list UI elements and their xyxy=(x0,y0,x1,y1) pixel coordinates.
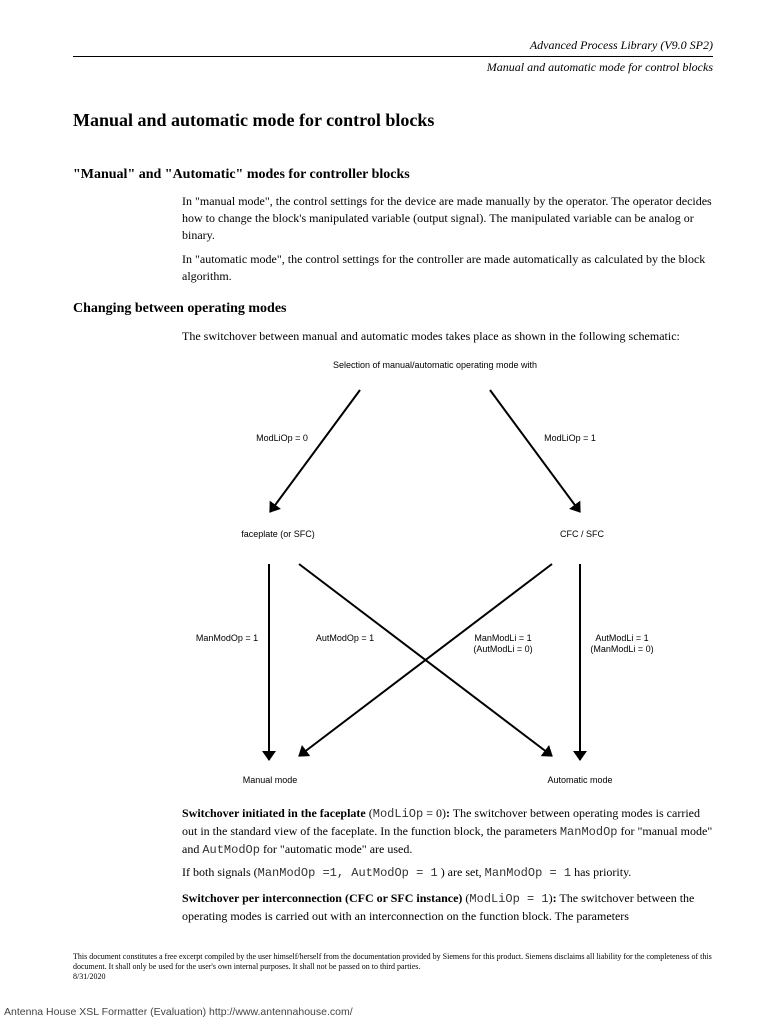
switchover-interconnection-text-1: The switchover between the operating modes is carried out with an interconnection on the function block. The parameters xyxy=(182,891,695,923)
paren-rest: = 0) xyxy=(423,806,446,820)
footer-date: 8/31/2020 xyxy=(73,972,106,981)
page-title: Manual and automatic mode for control blocks xyxy=(73,110,435,130)
node-faceplate: faceplate (or SFC) xyxy=(241,529,315,539)
code-manmodop: ManModOp xyxy=(559,825,618,839)
changing-paragraph: The switchover between manual and automatic modes takes place as shown in the following schematic: xyxy=(182,329,680,343)
mode-switch-diagram xyxy=(182,350,714,800)
label-autmodli-1: AutModLi = 1 xyxy=(595,633,649,643)
label-modliop-1: ModLiOp = 1 xyxy=(544,433,596,443)
footer-disclaimer: This document constitutes a free excerpt compiled by the user himself/herself from the documentation provided by Siemens for this product. Siemens disclaims all liability for the completeness of this document. It shall only be used for the user's own internal purposes. It shall not be passed on to third parties. xyxy=(73,952,712,971)
switchover-interconnection-paragraph xyxy=(182,890,714,925)
code-both-signals: ManModOp =1, AutModOp = 1 xyxy=(257,866,438,880)
footer xyxy=(73,952,715,982)
paren-close-2: ) xyxy=(548,891,553,905)
header-rule xyxy=(73,56,713,57)
paren-open-2: ( xyxy=(462,891,470,905)
code-modliop-1: ModLiOp = 1 xyxy=(469,892,549,906)
colon-2: : xyxy=(552,891,557,905)
switchover-faceplate-text-2: for "manual mode" and xyxy=(182,824,713,856)
both-signals-text-1: If both signals ( xyxy=(182,865,258,879)
node-manual-mode: Manual mode xyxy=(242,775,298,785)
arrow-to-cfc-sfc xyxy=(490,390,580,512)
switchover-faceplate-text-1: The switchover between operating modes is carried out in the standard view of the faceplate. In the function block, the parameters xyxy=(182,806,700,838)
node-cfc-sfc: CFC / SFC xyxy=(560,529,604,539)
paren-open: ( xyxy=(365,806,373,820)
switchover-faceplate-text-3: for "automatic mode" are used. xyxy=(259,842,413,856)
header-library-title: Advanced Process Library (V9.0 SP2) xyxy=(529,38,713,52)
modes-heading: "Manual" and "Automatic" modes for controller blocks xyxy=(73,167,410,182)
modes-paragraph-2: In "automatic mode", the control settings for the controller are made automatically as calculated by the block algorithm. xyxy=(182,252,706,283)
both-signals-text-2: ) are set, xyxy=(437,865,485,879)
switchover-interconnection-term: Switchover per interconnection (CFC or SFC instance) xyxy=(182,891,463,905)
colon: : xyxy=(445,806,450,820)
label-autmodli-2: (ManModLi = 0) xyxy=(590,644,654,654)
both-signals-paragraph xyxy=(182,864,714,882)
code-autmodop: AutModOp xyxy=(202,843,260,857)
label-manmodli-2: (AutModLi = 0) xyxy=(473,644,533,654)
node-automatic-mode: Automatic mode xyxy=(547,775,613,785)
changing-heading: Changing between operating modes xyxy=(73,301,287,316)
watermark: Antenna House XSL Formatter (Evaluation) http://www.antennahouse.com/ xyxy=(4,1006,353,1018)
label-manmodli-1: ManModLi = 1 xyxy=(474,633,532,643)
both-signals-text-3: has priority. xyxy=(571,865,632,879)
label-modliop-0: ModLiOp = 0 xyxy=(256,433,308,443)
switchover-faceplate-paragraph xyxy=(182,805,714,859)
label-autmodop: AutModOp = 1 xyxy=(315,633,375,643)
arrow-to-faceplate xyxy=(270,390,360,512)
modes-paragraph-1: In "manual mode", the control settings for the device are made manually by the operator. The operator decides how to change the block's manipulated variable (output signal). The manipulated variable can be analog or binary. xyxy=(182,194,712,242)
code-manmodop-priority: ManModOp = 1 xyxy=(484,866,572,880)
code-modliop: ModLiOp xyxy=(372,807,424,821)
diagram-top-label: Selection of manual/automatic operating mode with xyxy=(332,360,538,370)
switchover-faceplate-term: Switchover initiated in the faceplate xyxy=(182,806,366,820)
label-manmodop: ManModOp = 1 xyxy=(195,633,259,643)
header-section-title: Manual and automatic mode for control blocks xyxy=(486,60,713,74)
